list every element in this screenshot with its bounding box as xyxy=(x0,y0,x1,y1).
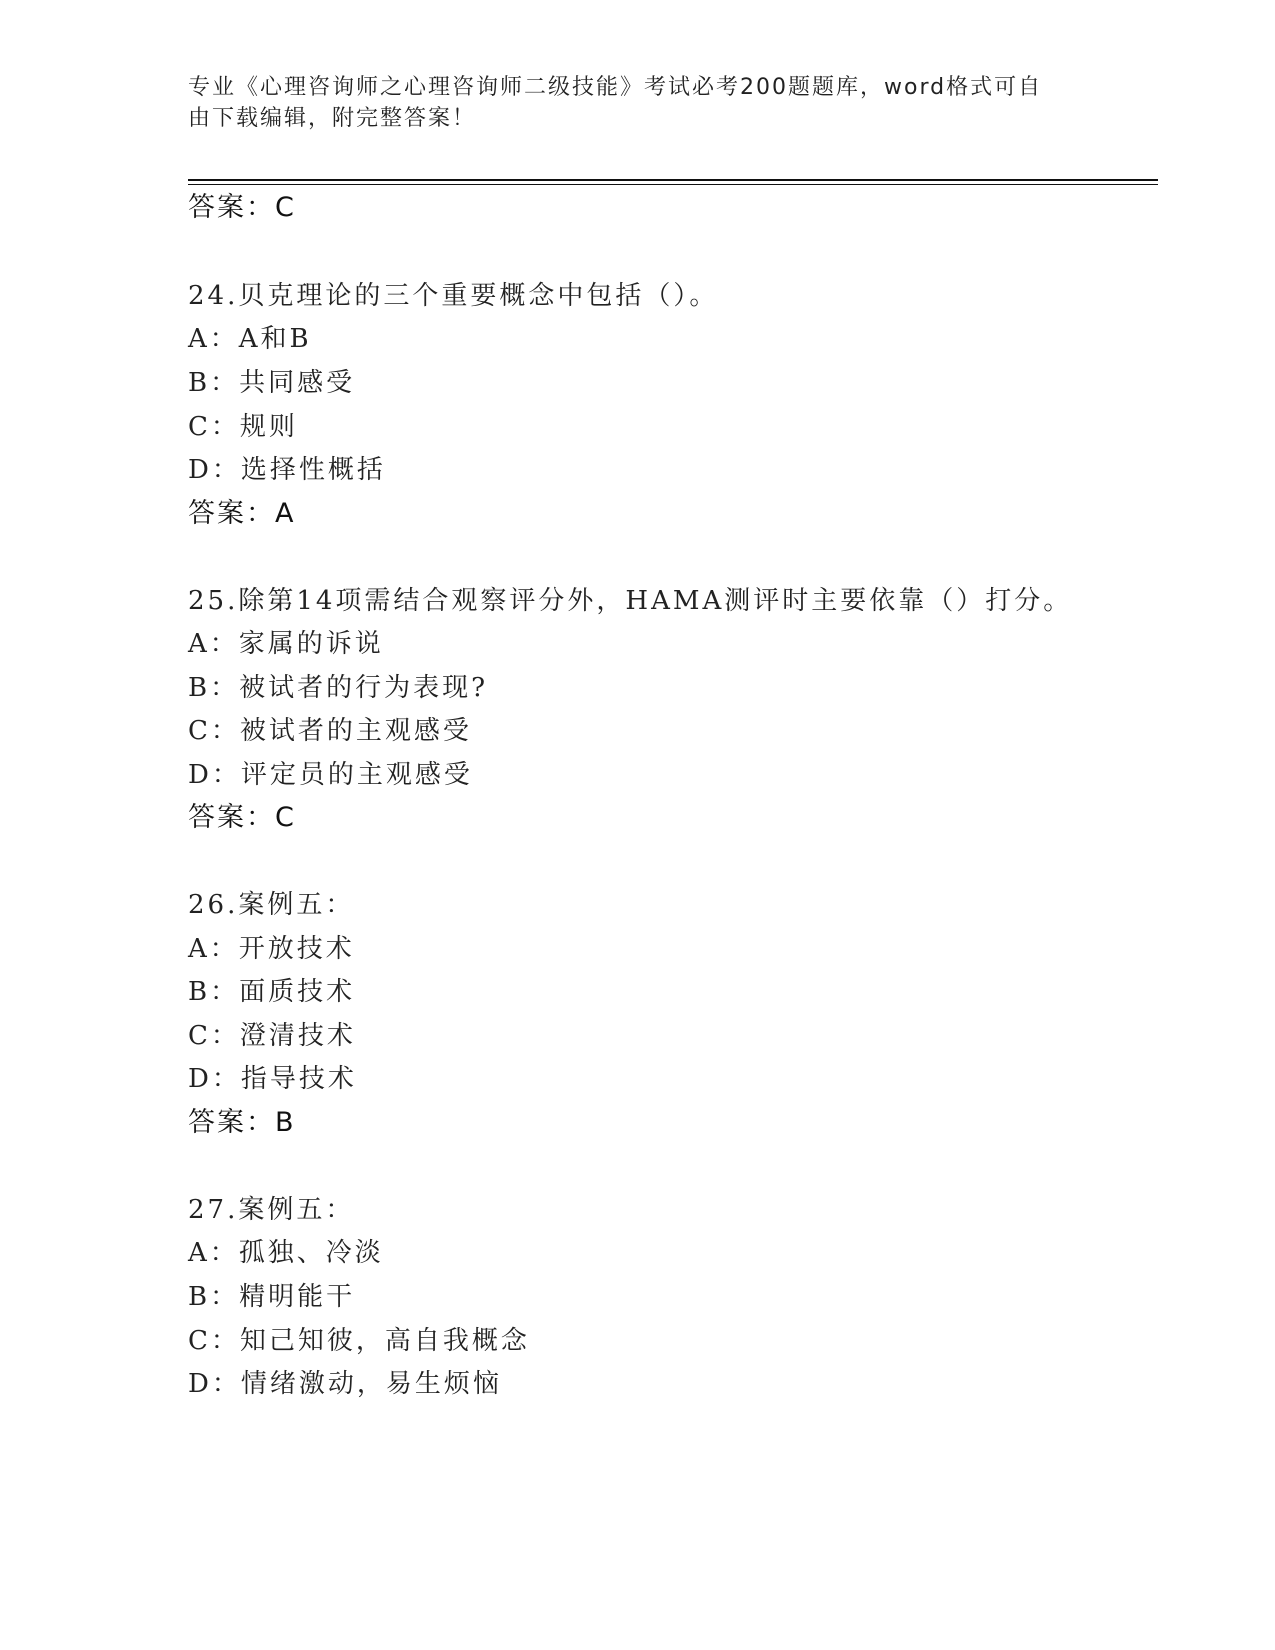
question-24-option-a: A：A和B xyxy=(188,324,312,354)
question-26-stem: 26.案例五： xyxy=(188,890,355,920)
question-24-option-c: C：规则 xyxy=(188,412,298,442)
question-26-option-c: C：澄清技术 xyxy=(188,1021,356,1051)
answer-26: 答案：B xyxy=(188,1107,296,1138)
question-25-option-c: C：被试者的主观感受 xyxy=(188,716,472,746)
question-27-stem: 27.案例五： xyxy=(188,1195,355,1225)
question-27-option-b: B：精明能干 xyxy=(188,1282,356,1312)
question-27-option-d: D：情绪激动，易生烦恼 xyxy=(188,1369,502,1399)
question-24-stem: 24.贝克理论的三个重要概念中包括（）。 xyxy=(188,281,719,311)
answer-23: 答案：C xyxy=(188,192,296,223)
question-25-option-d: D：评定员的主观感受 xyxy=(188,760,473,790)
question-27-option-a: A：孤独、冷淡 xyxy=(188,1238,384,1268)
question-25-option-a: A：家属的诉说 xyxy=(188,629,384,659)
header-divider-thin xyxy=(188,184,1158,185)
question-27-option-c: C：知己知彼，高自我概念 xyxy=(188,1326,530,1356)
question-26-option-a: A：开放技术 xyxy=(188,934,355,964)
header-divider xyxy=(188,179,1158,181)
header-line-1: 专业《心理咨询师之心理咨询师二级技能》考试必考200题题库，word格式可自 xyxy=(188,75,1043,100)
question-25-stem: 25.除第14项需结合观察评分外，HAMA测评时主要依靠（）打分。 xyxy=(188,586,1073,616)
header-line-2: 由下载编辑，附完整答案！ xyxy=(188,106,477,131)
answer-24: 答案：A xyxy=(188,498,296,529)
answer-25: 答案：C xyxy=(188,802,296,833)
question-26-option-d: D：指导技术 xyxy=(188,1064,357,1094)
question-25-option-b: B：被试者的行为表现? xyxy=(188,673,489,703)
document-header xyxy=(188,72,1068,134)
question-24-option-b: B：共同感受 xyxy=(188,368,356,398)
question-26-option-b: B：面质技术 xyxy=(188,977,356,1007)
question-24-option-d: D：选择性概括 xyxy=(188,455,386,485)
